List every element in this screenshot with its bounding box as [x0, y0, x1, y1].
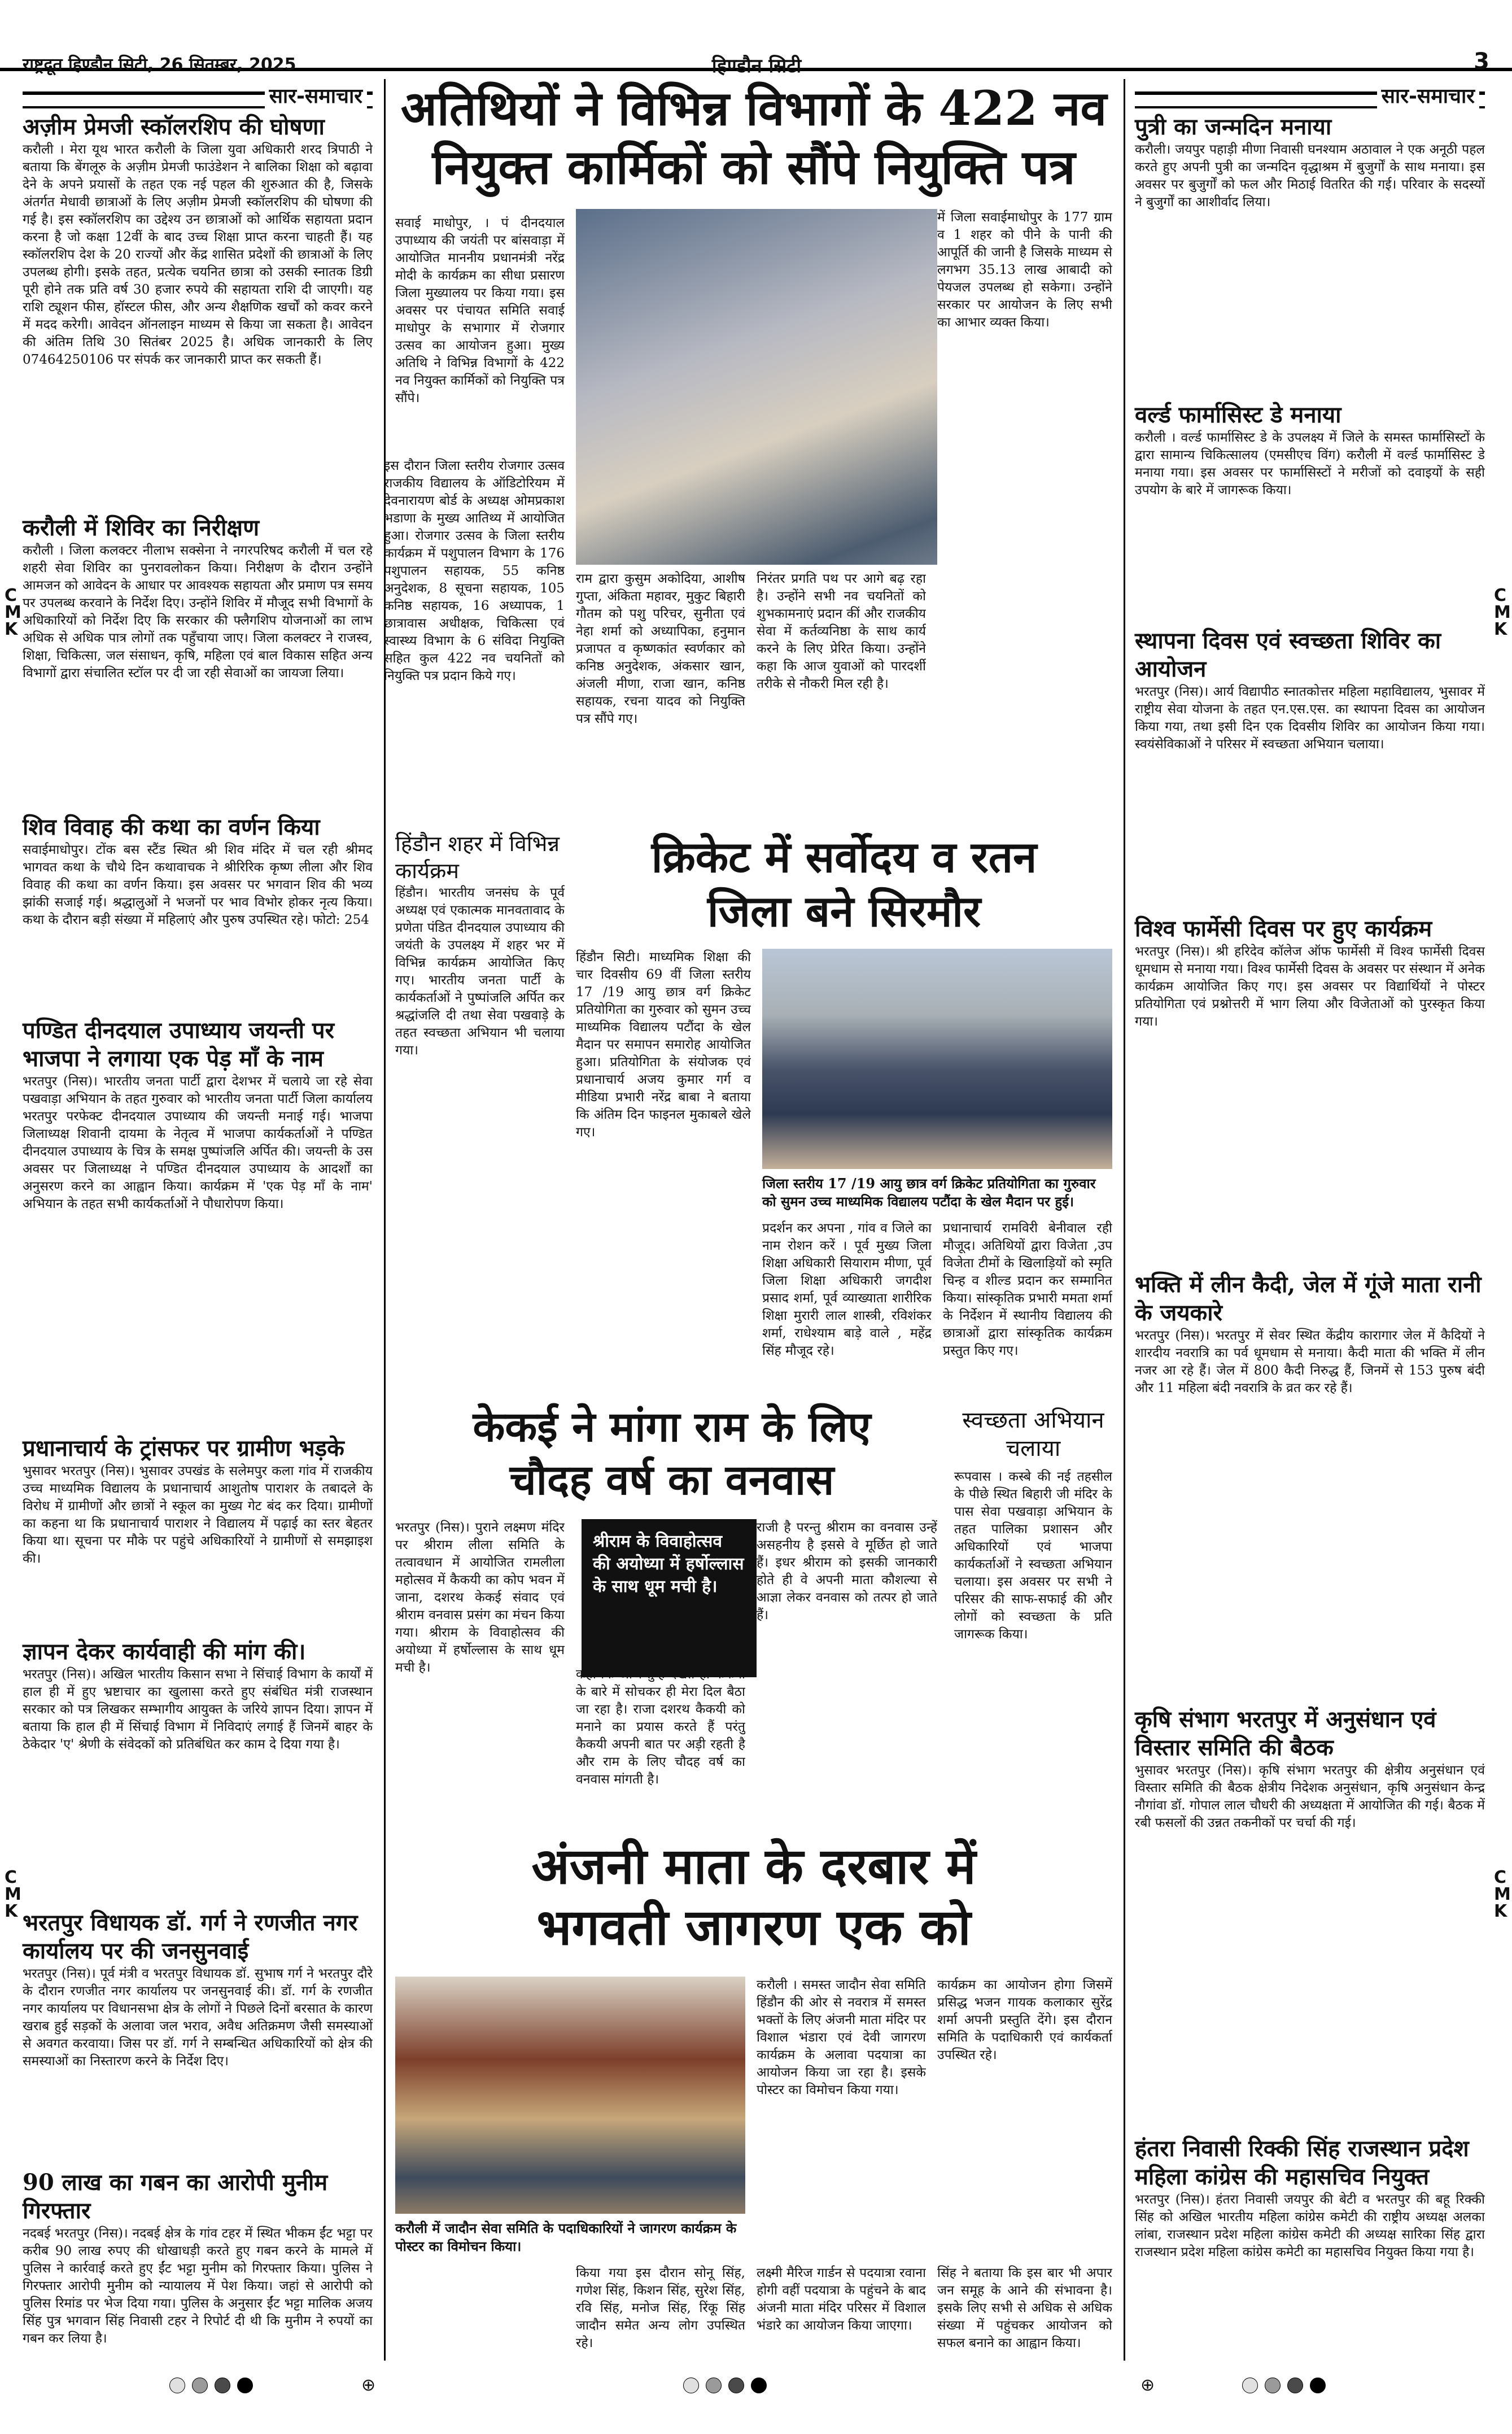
story-shivir-nirikshan	[23, 514, 373, 808]
registration-marks-left-bottom: C M K	[5, 1868, 21, 1921]
jagran-headline-line2: भगवती जागरण एक को	[536, 1898, 971, 1956]
color-density-dots-center	[683, 2378, 774, 2396]
story-hindaun-karyakram	[395, 830, 565, 1449]
story-title: स्थापना दिवस एवं स्वच्छता शिविर का आयोजन	[1135, 627, 1441, 682]
color-density-dots-left	[169, 2378, 260, 2396]
story-body: भुसावर भरतपुर (निस)। कृषि संभाग भरतपुर की क्षेत्रीय अनुसंधान एवं विस्तार समिति की बैठक क्षेत्रीय निदेशक अनुसंधान, कृषि अनुसंधान केन्द्र नौगांवा डॉ. गोपाल लाल चौधरी की अध्यक्षता में आयोजित की गई। बैठक में रबी फसलों की उन्नत तकनीकों पर चर्चा की गई।	[1135, 1763, 1485, 1830]
story-vishwa-pharmacy-diwas	[1135, 915, 1485, 1259]
story-title: पुत्री का जन्मदिन मनाया	[1135, 114, 1332, 140]
story-title: भक्ति में लीन कैदी, जेल में गूंजे माता रानी के जयकारे	[1135, 1271, 1482, 1326]
print-footer	[0, 2372, 1512, 2402]
jagran-body-bottom1: किया गया इस दौरान सोनू सिंह, गणेश सिंह, किशन सिंह, सुरेश सिंह, रवि सिंह, मनोज सिंह, रिंकू सिंह जादौन समेत अन्य लोग उपस्थित रहे।	[576, 2266, 745, 2350]
story-jail-navratri	[1135, 1271, 1485, 1672]
story-body: भरतपुर (निस)। भरतपुर में सेवर स्थित केंद्रीय कारागार जेल में कैदियों ने शारदीय नवरात्रि का पर्व धूमधाम से मनाया। कैदी माता की भक्ति में लीन नजर आ रहे हैं। जेल में 800 कैदी निरुद्ध हैं, जिनमें से 153 पुरुष बंदी और 11 महिला बंदी नवरात्रि के व्रत कर रहे हैं।	[1135, 1328, 1485, 1395]
story-krishi-baithak	[1135, 1705, 1485, 2123]
story-title: करौली में शिविर का निरीक्षण	[23, 514, 260, 541]
story-world-pharmacist-day	[1135, 401, 1485, 616]
story-body: भरतपुर (निस)। अखिल भारतीय किसान सभा ने सिंचाई विभाग के कार्यों में हाल ही में हुए भ्रष्टाचार का खुलासा करते हुए संबंधित मंत्री राजस्थान सरकार को पत्र लिखकर सम्भागीय आयुक्त के जरिये ज्ञापन दिया। ज्ञापन में बताया कि हाल ही में सिंचाई विभाग में निविदाएं लगाई हैं जिनमें बाहर के ठेकेदार 'ए' श्रेणी के संवेदकों को प्रतिबंधित कर काम दे दिया गया है।	[23, 1667, 373, 1752]
jagran-headline-line1: अंजनी माता के दरबार में	[531, 1837, 976, 1895]
lead-body-col2: इस दौरान जिला स्तरीय रोजगार उत्सव राजकीय विद्यालय के ऑडिटोरियम में देवनारायण बोर्ड के अध्यक्ष ओमप्रकाश भडाणा के मुख्य आतिथ्य में आयोजित हुआ। रोजगार उत्सव के जिला स्तरीय कार्यक्रम में पशुपालन विभाग के 176 पशुपालन सहायक, 55 कनिष्ठ अनुदेशक, 8 सूचना सहायक, 105 कनिष्ठ सहायक, 16 अध्यापक, 1 छात्रावास अधीक्षक, चिकित्सा एवं स्वास्थ्य विभाग के 6 संविदा नियुक्ति सहित कुल 422 नव चयनितों को नियुक्ति पत्र प्रदान किये गए।	[384, 459, 565, 683]
story-body: नदबई भरतपुर (निस)। नदबई क्षेत्र के गांव टहर में स्थित भीकम ईंट भट्टा पर करीब 90 लाख रुपए की धोखाधड़ी करते हुए गबन करने के मामले में पुलिस ने कार्रवाई करते हुए ईंट भट्टा मुनीम को गिरफ्तार किया। पुलिस ने गिरफ्तार आरोपी मुनीम को न्यायालय में पेश किया। जहां से आरोपी को पुलिस रिमांड पर भेज दिया गया। पुलिस के अनुसार ईंट भट्टा मालिक अजय सिंह पुत्र भगवान सिंह निवासी टहर ने रिपोर्ट दी थी कि मुनीम ने रुपयों का गबन कर लिया है।	[23, 2226, 373, 2346]
story-shiv-vivah	[23, 813, 373, 1005]
section-label-sar-samachar-left: सार-समाचार	[23, 79, 373, 108]
lead-headline-line1: अतिथियों ने विभिन्न विभागों के 422 नव	[400, 80, 1107, 136]
cricket-headline-line2: जिला बने सिरमौर	[707, 886, 981, 936]
crosshair-icon: ⊕	[361, 2375, 376, 2395]
story-putri-janmdin	[1135, 113, 1485, 390]
color-density-dots-right	[1242, 2378, 1332, 2396]
masthead-section-title: हिण्डौन सिटी	[711, 55, 802, 77]
story-body: रूपवास । कस्बे की नई तहसील के पीछे स्थित बिहारी जी मंदिर के पास सेवा पखवाड़ा अभियान के तहत पालिका प्रशासन और अधिकारियों एवं भाजपा कार्यकर्ताओं ने स्वच्छता अभियान चलाया। इस अवसर पर सभी ने परिसर की साफ-सफाई की और लोगों को स्वच्छता के प्रति जागरूक किया।	[954, 1469, 1112, 1642]
ramleela-infobox: श्रीराम के विवाहोत्सव की अयोध्या में हर्षोल्लास के साथ धूम मची है।	[582, 1519, 757, 1677]
jagran-poster-photo	[395, 1977, 745, 2214]
story-dr-garg	[23, 1909, 373, 2186]
story-title: हंतरा निवासी रिक्की सिंह राजस्थान प्रदेश महिला कांग्रेस की महासचिव नियुक्त	[1135, 2135, 1469, 2190]
story-deendayal-jayanti	[23, 1017, 373, 1423]
masthead	[0, 0, 1512, 77]
page-number: 3	[1474, 49, 1489, 75]
ramleela-body-col3: राजी है परन्तु श्रीराम का वनवास उन्हें असहनीय है इससे वे मूर्छित हो जाते हैं। इधर श्रीराम को इसकी जानकारी होते ही वे अपनी माता कौशल्या से आज्ञा लेकर वनवास को तत्पर हो जाते हैं।	[757, 1520, 937, 1622]
story-azim-premji	[23, 113, 373, 503]
story-title: विश्व फार्मेसी दिवस पर हुए कार्यक्रम	[1135, 915, 1432, 942]
registration-marks-right-top: C M K	[1494, 586, 1511, 639]
story-body: करौली । जिला कलक्टर नीलाभ सक्सेना ने नगरपरिषद करौली में चल रहे शहरी सेवा शिविर का पुनरावलोकन किया। निरीक्षण के दौरान उन्होंने आमजन को आवेदन के आधार पर आवश्यक सहायता और प्रमाण पत्र समय पर उपलब्ध करवाने के निर्देश दिए। उन्होंने शिविर में मौजूद सभी विभागों के अधिकारियों को निर्देश दिए कि सरकार की फ्लैगशिप योजनाओं का लाभ अधिक से अधिक पात्र लोगों तक पहुँचाया जाए। जिला कलक्टर ने राजस्व, शिक्षा, चिकित्सा, जल संसाधन, कृषि, महिला एवं बाल विकास सहित अन्य विभागों द्वारा संचालित स्टॉल पर दी जा रही सेवाओं का जायजा लिया।	[23, 543, 373, 681]
cricket-body-col3: प्रधानाचार्य रामविरी बेनीवाल रही मौजूद। अतिथियों द्वारा विजेता ,उप विजेता टीमों के खिलाड़ियों को स्मृति चिन्ह व शील्ड प्रदान कर सम्मानित किया। सांस्कृतिक प्रभारी ममता शर्मा के निर्देशन में स्थानीय विद्यालय की छात्राओं द्वारा सांस्कृतिक कार्यक्रम प्रस्तुत किए गए।	[943, 1221, 1112, 1358]
ramleela-story	[395, 1401, 949, 1507]
ramleela-body-col1: भरतपुर (निस)। पुराने लक्ष्मण मंदिर पर श्रीराम लीला समिति के तत्वावधान में आयोजित रामलीला महोत्सव में कैकयी का कोप भवन में जाना, दशरथ केकई संवाद एवं श्रीराम वनवास प्रसंग का मंचन किया गया। श्रीराम के विवाहोत्सव की अयोध्या में हर्षोल्लास के साथ धूम मची है।	[395, 1520, 565, 1675]
story-body: करौली । मेरा यूथ भारत करौली के जिला युवा अधिकारी शरद त्रिपाठी ने बताया कि बेंगलूरु के अज़ीम प्रेमजी फाउंडेशन ने बालिका शिक्षा को बढ़ावा देने के अपने प्रयासों के तहत एक नई पहल की शुरुआत की है, जिसके अंतर्गत मेधावी छात्राओं के लिए अज़ीम प्रेमजी स्कॉलरशिप की घोषणा की गई है। इस स्कॉलरशिप का उद्देश्य उन छात्राओं को आर्थिक सहायता प्रदान करना है जो कक्षा 12वीं के बाद उच्च शिक्षा प्राप्त करना चाहती हैं। यह स्कॉलरशिप देश के 20 राज्यों और केंद्र शासित प्रदेशों की छात्राओं के लिए उपलब्ध होगी। इसके तहत, प्रत्येक चयनित छात्रा को उसकी स्नातक डिग्री पूरी होने तक प्रति वर्ष 30 हजार रुपये की सहायता राशि दी जाएगी। यह राशि ट्यूशन फीस, हॉस्टल फीस, और अन्य शैक्षणिक खर्चों को कवर करने में मदद करेगी। आवेदन ऑनलाइन माध्यम से किया जा सकता है। आवेदन की अंतिम तिथि 30 सितंबर 2025 है। अधिक जानकारी के लिए 07464250106 पर संपर्क कर जानकारी प्राप्त कर सकती हैं।	[23, 142, 373, 367]
story-title: 90 लाख का गबन का आरोपी मुनीम गिरफ्तार	[23, 2169, 328, 2224]
jagran-body-col2: कार्यक्रम का आयोजन होगा जिसमें प्रसिद्ध भजन गायक कलाकार सुरेंद्र शर्मा अपनी प्रस्तुति देंगे। इस दौरान समिति के पदाधिकारी एवं कार्यकर्ता उपस्थित रहे।	[937, 1978, 1112, 2062]
cricket-body-left: हिंडौन सिटी। माध्यमिक शिक्षा की चार दिवसीय 69 वीं जिला स्तरीय 17 /19 आयु छात्र वर्ग क्रिकेट प्रतियोगिता का गुरुवार को सुमन उच्च माध्यमिक विद्यालय पटौंदा के खेल मैदान पर समापन समारोह आयोजित हुआ। प्रतियोगिता के संयोजक एवं प्रधानाचार्य अजय कुमार गर्ग व मीडिया प्रभारी नरेंद्र बाबा ने बताया कि अंतिम दिन फाइनल मुकाबले खेले गए।	[576, 950, 751, 1140]
cricket-story	[576, 830, 1112, 939]
column-divider-left	[384, 79, 386, 2361]
cricket-headline-line1: क्रिकेट में सर्वोदय व रतन	[651, 832, 1037, 882]
cricket-body-col2: प्रदर्शन कर अपना , गांव व जिले का नाम रोशन करें । पूर्व मुख्य जिला शिक्षा अधिकारी सियाराम मीणा, पूर्व जिला शिक्षा अधिकारी जगदीश प्रसाद शर्मा, पूर्व व्याख्याता शारीरिक शिक्षा मुरारी लाल शास्त्री, रविशंकर शर्मा, राधेश्याम बाड़े वाले , महेंद्र सिंह मौजूद रहे।	[762, 1221, 932, 1358]
ramleela-headline-line2: चौदह वर्ष का वनवास	[509, 1456, 834, 1504]
bhagwati-jagran-story	[395, 1835, 1112, 1957]
story-body: करौली । वर्ल्ड फार्मासिस्ट डे के उपलक्ष्य में जिले के समस्त फार्मासिस्टों के द्वारा सामान्य चिकित्सालय (एमसीएच विंग) करौली में वर्ल्ड फार्मासिस्ट डे मनाया गया। इस अवसर पर फार्मासिस्टों ने मरीजों को दवाइयों के सही उपयोग के बारे में जागरूक किया।	[1135, 430, 1485, 498]
masthead-dateline: राष्ट्रदूत हिण्डौन सिटी, 26 सितम्बर, 2025	[23, 55, 296, 75]
lead-body-col5: में जिला सवाईमाधोपुर के 177 ग्राम व 1 शहर को पीने के पानी की आपूर्ति की जानी है जिसके माध्यम से लगभग 35.13 लाख आबादी को पेयजल उपलब्ध हो सकेगा। उन्होंने सरकार पर आयोजन के लिए सभी का आभार व्यक्त किया।	[937, 209, 1112, 819]
story-title: वर्ल्ड फार्मासिस्ट डे मनाया	[1135, 402, 1341, 428]
registration-marks-right-bottom: C M K	[1494, 1868, 1511, 1921]
story-title: हिंडौन शहर में विभिन्न कार्यक्रम	[395, 831, 560, 883]
jagran-photo-caption: करौली में जादौन सेवा समिति के पदाधिकारियों ने जागरण कार्यक्रम के पोस्टर का विमोचन किया।	[395, 2220, 737, 2254]
story-title: पण्डित दीनदयाल उपाध्याय जयन्ती पर भाजपा ने लगाया एक पेड़ माँ के नाम	[23, 1017, 334, 1072]
jagran-body-col1: करौली । समस्त जादौन सेवा समिति हिंडौन की ओर से नवरात्र में समस्त भक्तों के लिए अंजनी माता मंदिर पर विशाल भंडारा एवं देवी जागरण कार्यक्रम के अलावा पदयात्रा का आयोजन किया जा रहा है। इसके पोस्टर का विमोचन किया गया।	[757, 1978, 926, 2097]
crosshair-icon: ⊕	[1140, 2375, 1155, 2395]
story-sthapna-diwas	[1135, 627, 1485, 926]
cricket-photo-caption: जिला स्तरीय 17 /19 आयु छात्र वर्ग क्रिकेट प्रतियोगिता का गुरुवार को सुमन उच्च माध्यमिक विद्यालय पटौंदा के खेल मैदान पर हुई।	[762, 1175, 1096, 1210]
story-body: भुसावर भरतपुर (निस)। भुसावर उपखंड के सलेमपुर कला गांव में राजकीय उच्च माध्यमिक विद्यालय के प्रधानाचार्य आशुतोष पाराशर के तबादले के विरोध में ग्रामीणों और छात्रों ने स्कूल का मुख्य गेट बंद कर दिया। ग्रामीणों का कहना था कि प्रधानाचार्य पाराशर ने विद्यालय में पढ़ाई का स्तर बेहतर किया था। सूचना पर मौके पर पहुंचे अधिकारियों ने ग्रामीणों से समझाइश की।	[23, 1464, 373, 1566]
lead-story	[395, 79, 1112, 197]
story-body: भरतपुर (निस)। भारतीय जनता पार्टी द्वारा देशभर में चलाये जा रहे सेवा पखवाड़ा अभियान के तहत गुरुवार को भारतीय जनता पार्टी जिला कार्यालय भरतपुर परफेक्ट दीनदयाल उपाध्याय की जयन्ती मनाई गई। भाजपा जिलाध्यक्ष शिवानी दायमा के नेतृत्व में भाजपा कार्यकर्ताओं ने पण्डित दीनदयाल उपाध्याय के चित्र के समक्ष पुष्पांजलि अर्पित की। जयन्ती के उस अवसर पर जिलाध्यक्ष ने पण्डित दीनदयाल उपाध्याय के आदर्शों का अनुसरण करने का आह्वान किया। कार्यक्रम में 'एक पेड़ माँ के नाम' अभियान के तहत सभी कार्यकर्ताओं ने पौधारोपण किया।	[23, 1074, 373, 1211]
cricket-team-photo	[762, 949, 1112, 1169]
story-rikki-singh	[1135, 2135, 1485, 2378]
ramleela-body-col2: कहा कि आज तुम्हें देखते ही कैकयी के बारे में सोचकर ही मेरा दिल बैठा जा रहा है। राजा दशरथ कैकयी को मनाने का प्रयास करते हैं परंतु कैकयी अपनी बात पर अड़ी रहती है और राम के लिए चौदह वर्ष का वनवास मांगती है।	[576, 1667, 745, 1787]
column-divider-right	[1124, 79, 1125, 2361]
story-body: करौली। जयपुर पहाड़ी मीणा निवासी घनश्याम अठावाल ने एक अनूठी पहल करते हुए अपनी पुत्री का जन्मदिन वृद्धाश्रम में बुजुर्गों के साथ मनाया। इस अवसर पर बुजुर्गों को फल और मिठाई वितरित की गई। परिवार के सदस्यों ने बुजुर्गों का आशीर्वाद लिया।	[1135, 142, 1485, 210]
story-title: कृषि संभाग भरतपुर में अनुसंधान एवं विस्तार समिति की बैठक	[1135, 1706, 1436, 1761]
story-body: सवाईमाधोपुर। टोंक बस स्टैंड स्थित श्री शिव मंदिर में चल रही श्रीमद भागवत कथा के चौथे दिन कथावाचक ने श्रीरिरिक कृष्ण लीला और शिव विवाह की कथा का वर्णन किया। इस अवसर पर भगवान शिव की भव्य झांकी सजाई गई। श्रद्धालुओं ने भजनों पर भाव विभोर होकर नृत्य किया। कथा के दौरान बड़ी संख्या में महिलाएं और पुरुष उपस्थित रहे। फोटो: 254	[23, 843, 373, 927]
lead-body-col1: सवाई माधोपुर, । पं दीनदयाल उपाध्याय की जयंती पर बांसवाड़ा में आयोजित माननीय प्रधानमंत्री नरेंद्र मोदी के कार्यक्रम का सीधा प्रसारण जिला मुख्यालय पर किया गया। इस अवसर पर पंचायत समिति सवाई माधोपुर के सभागार में रोजगार उत्सव का आयोजन हुआ। मुख्य अतिथि ने विभिन्न विभागों के 422 नव नियुक्त कार्मिकों को नियुक्ति पत्र सौंपे।	[395, 216, 565, 405]
jagran-body-bottom2: लक्ष्मी मैरिज गार्डन से पदयात्रा रवाना होगी वहीं पदयात्रा के पहुंचने के बाद अंजनी माता मंदिर परिसर में विशाल भंडारे का आयोजन किया जाएगा।	[757, 2266, 926, 2333]
story-title: शिव विवाह की कथा का वर्णन किया	[23, 814, 320, 840]
registration-marks-left-top: C M K	[5, 586, 21, 639]
story-title: ज्ञापन देकर कार्यवाही की मांग की।	[23, 1638, 306, 1665]
story-body: भरतपुर (निस)। पूर्व मंत्री व भरतपुर विधायक डॉ. सुभाष गर्ग ने भरतपुर दौरे के दौरान रणजीत नगर कार्यालय पर जनसुनवाई की। डॉ. गर्ग के रणजीत नगर कार्यालय पर विधानसभा क्षेत्र के लोगों ने पिछले दिनों बरसात के कारण खराब हुई सड़कों के अलावा जल भराव, अवैध अतिक्रमण जैसी समस्याओं से अवगत करवाया। जिस पर डॉ. गर्ग ने सम्बन्धित अधिकारियों को क्षेत्र की समस्याओं का निस्तारण करने के निर्देश दिए।	[23, 1966, 373, 2069]
story-body: भरतपुर (निस)। आर्य विद्यापीठ स्नातकोत्तर महिला महाविद्यालय, भुसावर में राष्ट्रीय सेवा योजना के तहत एन.एस.एस. का स्थापना दिवस का आयोजन किया गया, तथा इसी दिन एक दिवसीय शिविर का आयोजन किया गया। स्वयंसेविकाओं ने परिसर में स्वच्छता अभियान चलाया।	[1135, 684, 1485, 752]
story-swachhta-abhiyan	[954, 1406, 1112, 1830]
story-gyapan	[23, 1638, 373, 1898]
story-title: अज़ीम प्रेमजी स्कॉलरशिप की घोषणा	[23, 114, 325, 140]
story-title: प्रधानाचार्य के ट्रांसफर पर ग्रामीण भड़के	[23, 1435, 344, 1462]
story-body: हिंडौन। भारतीय जनसंघ के पूर्व अध्यक्ष एवं एकात्मक मानवतावाद के प्रणेता पंडित दीनदयाल उपाध्याय की जयंती के उपलक्ष्य में शहर भर में विभिन्न कार्यक्रम आयोजित किए गए। भारतीय जनता पार्टी के कार्यकर्ताओं ने पुष्पांजलि अर्पित कर श्रद्धांजलि दी तथा सेवा पखवाड़े के तहत स्वच्छता अभियान भी चलाया गया।	[395, 886, 565, 1058]
story-pradhanacharya-transfer	[23, 1434, 373, 1632]
ramleela-headline-line1: केकई ने मांगा राम के लिए	[473, 1403, 871, 1451]
lead-headline-line2: नियुक्त कार्मिकों को सौंपे नियुक्ति पत्र	[432, 139, 1076, 195]
story-title: स्वच्छता अभियान चलाया	[962, 1407, 1104, 1462]
story-body: भरतपुर (निस)। श्री हरिदेव कॉलेज ऑफ फार्मेसी में विश्व फार्मेसी दिवस धूमधाम से मनाया गया। विश्व फार्मेसी दिवस के अवसर पर संस्थान में अनेक कार्यक्रम आयोजित किए गए। इस अवसर पर विद्यार्थियों ने पोस्टर प्रतियोगिता एवं प्रश्नोत्तरी में भाग लिया और विजेताओं को पुरस्कृत किया गया।	[1135, 944, 1485, 1029]
story-title: भरतपुर विधायक डॉ. गर्ग ने रणजीत नगर कार्यालय पर की जनसुनवाई	[23, 1909, 358, 1964]
jagran-body-bottom3: सिंह ने बताया कि इस बार भी अपार जन समूह के आने की संभावना है। इसके लिए सभी से अधिक से अधिक संख्या में पहुंचकर आयोजन को सफल बनाने का आह्वान किया।	[937, 2266, 1112, 2350]
section-label-sar-samachar-right: सार-समाचार	[1135, 79, 1485, 108]
story-body: भरतपुर (निस)। हंतरा निवासी जयपुर की बेटी व भरतपुर की बहू रिक्की सिंह को अखिल भारतीय महिला कांग्रेस कमेटी की राष्ट्रीय अध्यक्ष अलका लांबा, राजस्थान प्रदेश महिला कांग्रेस कमेटी की अध्यक्ष सारिका सिंह द्वारा राजस्थान प्रदेश महिला कांग्रेस कमेटी का महासचिव नियुक्त किया गया है।	[1135, 2192, 1485, 2259]
lead-body-col4: निरंतर प्रगति पथ पर आगे बढ़ रहा है। उन्होंने सभी नव चयनितों को शुभकामनाएं प्रदान कीं और राजकीय सेवा में कर्तव्यनिष्ठा के साथ कार्य करने के लिए प्रेरित किया। उन्होंने कहा कि आज युवाओं को पारदर्शी तरीके से नौकरी मिल रही है।	[757, 572, 926, 691]
lead-body-col3: राम द्वारा कुसुम अकोदिया, आशीष गुप्ता, अंकिता महावर, मुकुट बिहारी गौतम को पशु परिचर, सुनीता एवं नेहा शर्मा को अध्यापिका, हनुमान प्रजापत व कृष्णकांत स्वर्णकार को कनिष्ठ अनुदेशक, अंकसार खान, अंजली मीणा, राजा खान, कनिष्ठ सहायक, रचना यादव को नियुक्ति पत्र सौंपे गए।	[576, 572, 745, 726]
